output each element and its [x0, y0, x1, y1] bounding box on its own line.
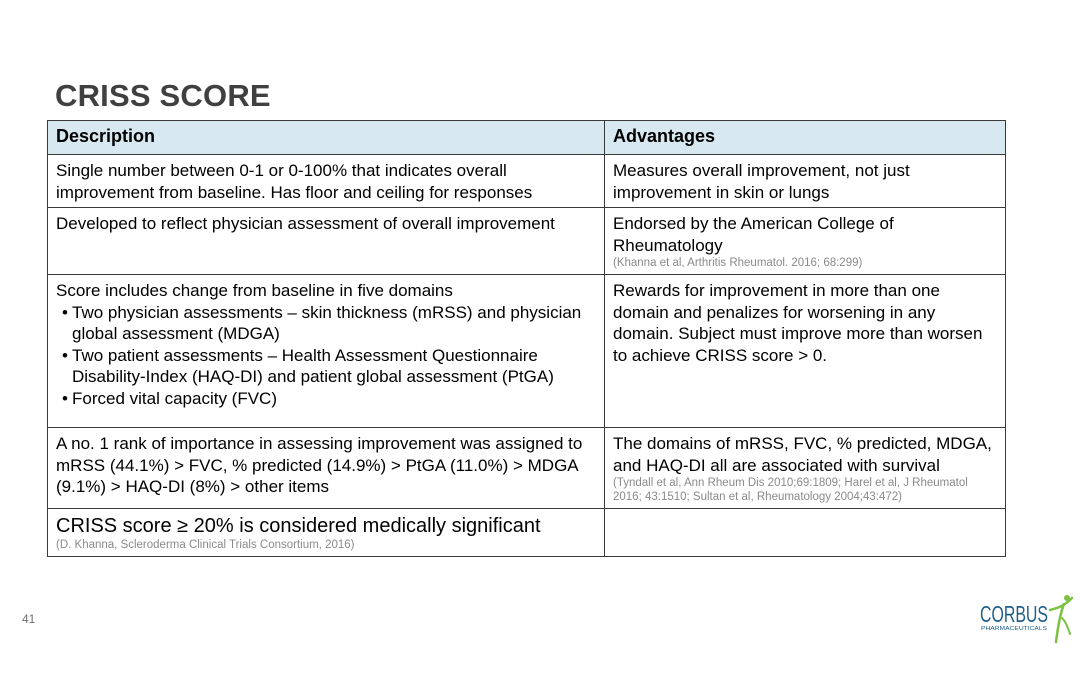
row3-advantages: Rewards for improvement in more than one domain and penalizes for worsening in any domain. Subject must improve more than worsen to achieve CRISS score > 0.: [605, 275, 1006, 428]
logo-wordmark: CORBUS: [980, 601, 1048, 627]
row2-advantages-text: Endorsed by the American College of Rheumatology: [613, 214, 894, 255]
row5-description-text: CRISS score ≥ 20% is considered medically significant: [56, 515, 541, 537]
row3-description: [48, 275, 605, 428]
table-header-row: [48, 121, 1006, 155]
table-row: [48, 155, 1006, 208]
criss-table: [47, 120, 1006, 557]
row3-intro: Score includes change from baseline in five domains: [56, 281, 453, 300]
slide-title: CRISS SCORE: [55, 78, 271, 113]
logo-figure-icon: [1050, 595, 1072, 642]
row2-citation: (Khanna et al, Arthritis Rheumatol. 2016; 68:299): [613, 257, 863, 269]
row5-description: [48, 509, 605, 557]
row1-description: Single number between 0-1 or 0-100% that indicates overall improvement from baseline. Has floor and ceiling for responses: [48, 155, 605, 208]
row2-description-text: Developed to reflect physician assessment of overall improvement: [56, 214, 555, 233]
row4-description: A no. 1 rank of importance in assessing improvement was assigned to mRSS (44.1%) > FVC, % predicted (14.9%) > PtGA (11.0%) > MDGA (9.1%) > HAQ-DI (8%) > other items: [48, 428, 605, 509]
row4-advantages: [605, 428, 1006, 509]
page-number: 41: [22, 612, 36, 626]
row1-advantages: Measures overall improvement, not just improvement in skin or lungs: [605, 155, 1006, 208]
domain-bullet-patient: • Two patient assessments – Health Assessment Questionnaire Disability-Index (HAQ-DI) and patient global assessment (PtGA): [62, 345, 596, 388]
row5-advantages: [605, 509, 1006, 557]
row2-description: [48, 208, 605, 275]
corbus-logo: [978, 588, 1076, 646]
row2-advantages: [605, 208, 1006, 275]
row5-citation: (D. Khanna, Scleroderma Clinical Trials Consortium, 2016): [56, 539, 355, 551]
header-description: Description: [48, 121, 605, 155]
row4-citation: (Tyndall et al, Ann Rheum Dis 2010;69:1809; Harel et al, J Rheumatol 2016; 43:1510; Sultan et al, Rheumatology 2004;43:472): [613, 477, 968, 503]
table-row: [48, 275, 1006, 428]
domain-bullet-physician: • Two physician assessments – skin thickness (mRSS) and physician global assessment (MDGA): [62, 302, 596, 345]
domain-bullet-fvc: • Forced vital capacity (FVC): [62, 388, 596, 410]
row4-advantages-text: The domains of mRSS, FVC, % predicted, MDGA, and HAQ-DI all are associated with survival: [613, 434, 992, 475]
table-row: [48, 428, 1006, 509]
header-advantages: Advantages: [605, 121, 1006, 155]
table-row: [48, 208, 1006, 275]
logo-subtitle: PHARMACEUTICALS: [981, 626, 1048, 632]
domain-list: [56, 302, 596, 410]
table-row: [48, 509, 1006, 557]
